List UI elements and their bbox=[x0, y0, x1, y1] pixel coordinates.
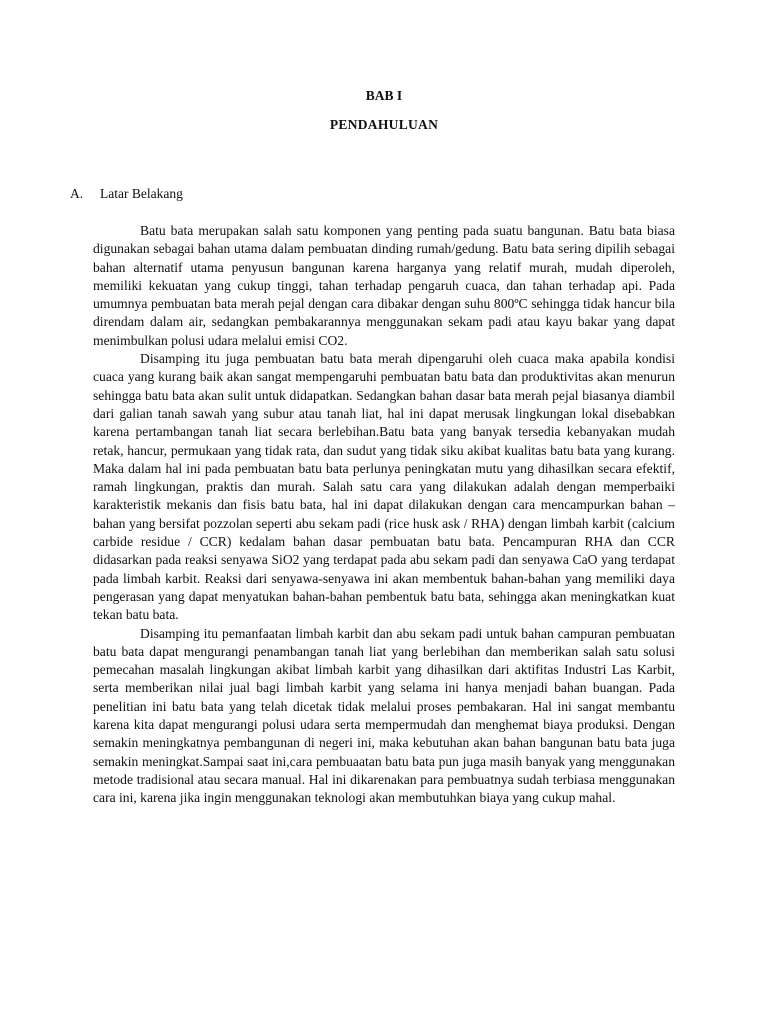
paragraph: Disamping itu pemanfaatan limbah karbit dan abu sekam padi untuk bahan campuran pembuatan batu bata dapat mengurangi penambangan tanah liat yang berlebihan dan memberikan salah satu solusi pemecahan masalah lingkungan akibat limbah karbit yang dihasilkan dari aktifitas Industri Las Karbit, serta memberikan nilai jual bagi limbah karbit yang selama ini hanya menjadi bahan buangan. Pada penelitian ini batu bata yang telah dicetak tidak melalui proses pembakaran. Hal ini sangat membantu karena kita dapat mengurangi polusi udara serta mempermudah dan menghemat biaya produksi. Dengan semakin meningkatnya pembangunan di negeri ini, maka kebutuhan akan bahan bangunan batu bata juga semakin meningkat.Sampai saat ini,cara pembuaatan batu bata pun juga masih banyak yang menggunakan metode tradisional atau secara manual. Hal ini dikarenakan para pembuatnya sudah terbiasa menggunakan cara ini, karena jika ingin menggunakan teknologi akan membutuhkan biaya yang cukup mahal. bbox=[93, 625, 675, 806]
chapter-title: PENDAHULUAN bbox=[329, 117, 439, 132]
section-title: Latar Belakang bbox=[100, 186, 183, 201]
section-marker: A. bbox=[70, 186, 84, 201]
section-heading bbox=[70, 186, 183, 202]
paragraph: Disamping itu juga pembuatan batu bata merah dipengaruhi oleh cuaca maka apabila kondisi cuaca yang kurang baik akan sangat mempengaruhi pembuatan batu bata dan produktivitas akan menurun sehingga batu bata akan sulit untuk didapatkan. Sedangkan bahan dasar bata merah pejal biasanya diambil dari galian tanah sawah yang subur atau tanah liat, hal ini dapat merusak lingkungan lokal disebabkan karena pertambangan tanah liat secara berlebihan.Batu bata yang banyak tersedia kebanyakan mudah retak, hancur, permukaan yang tidak rata, dan sudut yang tidak siku akibat kualitas batu bata yang kurang. Maka dalam hal ini pada pembuatan batu bata perlunya peningkatan mutu yang dihasilkan secara efektif, ramah lingkungan, praktis dan murah. Salah satu cara yang dilakukan adalah dengan memperbaiki karakteristik mekanis dan fisis batu bata, hal ini dapat dilakukan dengan cara mencampurkan bahan – bahan yang bersifat pozzolan seperti abu sekam padi (rice husk ask / RHA) dengan limbah karbit (calcium carbide residue / CCR) kedalam bahan dasar pembuatan batu bata. Pencampuran RHA dan CCR didasarkan pada reaksi senyawa SiO2 yang terdapat pada abu sekam padi dan senyawa CaO yang terdapat pada limbah karbit. Reaksi dari senyawa-senyawa ini akan membentuk bahan-bahan yang memiliki daya pengerasan yang dapat menyatukan bahan-bahan pembentuk batu bata, sehingga akan meningkatkan kuat tekan batu bata. bbox=[93, 351, 675, 623]
paragraph: Batu bata merupakan salah satu komponen yang penting pada suatu bangunan. Batu bata biasa digunakan sebagai bahan utama dalam pembuatan dinding rumah/gedung. Batu bata sering dipilih sebagai bahan alternatif utama penyusun bangunan karena harganya yang relatif murah, mudah diperoleh, memiliki kekuatan yang cukup tinggi, tahan terhadap pengaruh cuaca, dan tahan terhadap api. Pada umumnya pembuatan bata merah pejal dengan cara dibakar dengan suhu 800ºC sehingga tidak hancur bila direndam dalam air, sedangkan pembakarannya menggunakan sekam padi atau kayu bakar yang dapat menimbulkan polusi udara melalui emisi CO2. bbox=[93, 223, 675, 348]
chapter-number: BAB I bbox=[365, 88, 403, 103]
body-text bbox=[93, 222, 675, 808]
